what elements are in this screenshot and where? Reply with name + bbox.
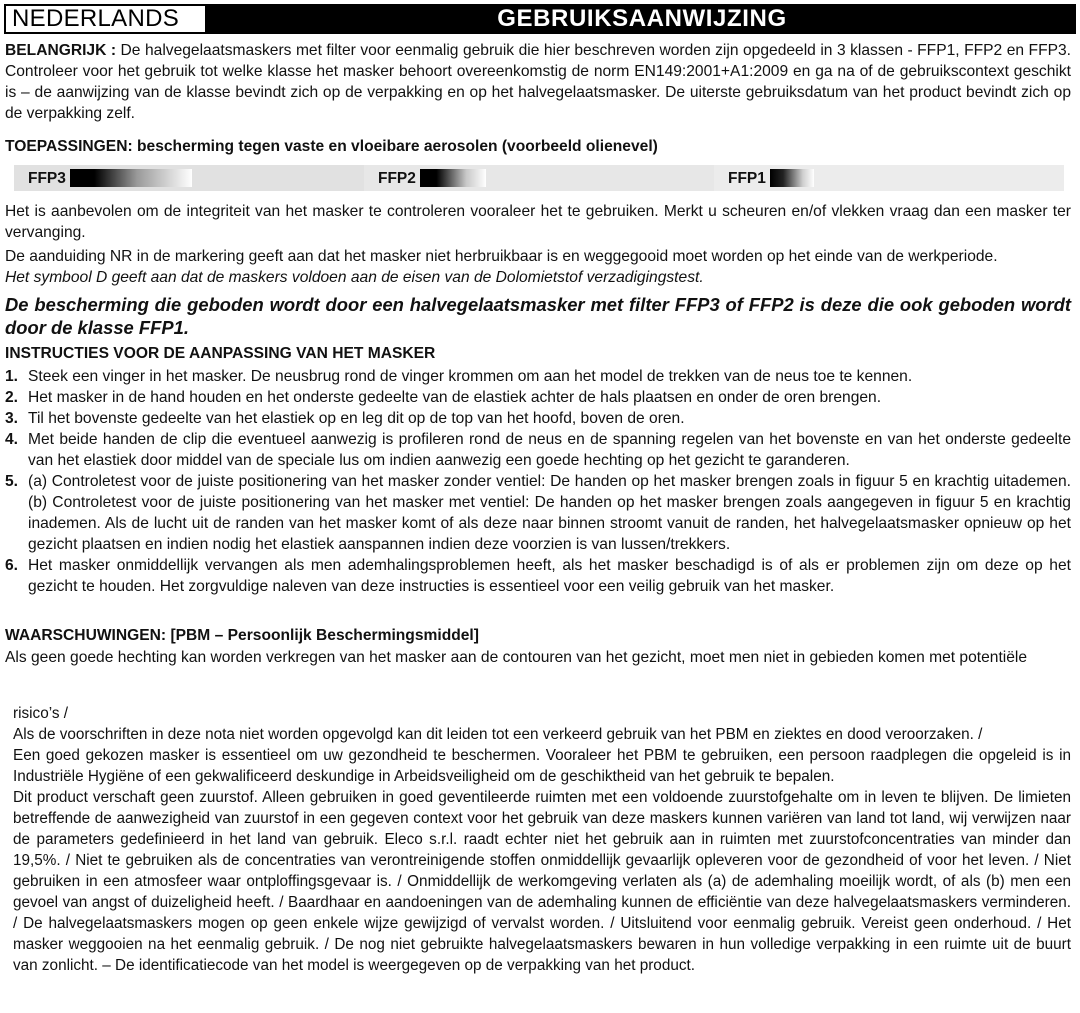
step-text: Met beide handen de clip die eventueel aanwezig is profileren rond de neus en de spanning regelen van het bovenste en van het onderste gedeelte van het elastiek door middel van de speciale lus om indien aanwezig een goede hechting op het gezicht te garanderen. bbox=[28, 431, 1071, 469]
warning-paragraph: Als de voorschriften in deze nota niet worden opgevolgd kan dit leiden tot een verkeerd gebruik van het PBM en ziektes en dood veroorzaken. / bbox=[13, 726, 983, 743]
step-text: Til het bovenste gedeelte van het elastiek op en leg dit op de top van het hoofd, boven de oren. bbox=[28, 410, 685, 427]
warnings-heading: WAARSCHUWINGEN: [PBM – Persoonlijk Beschermingsmiddel] bbox=[5, 627, 479, 644]
page-title: GEBRUIKSAANWIJZING bbox=[497, 5, 787, 32]
dolomite-note: Het symbool D geeft aan dat de maskers voldoen aan de eisen van de Dolomietstof verzadigingstest. bbox=[5, 269, 704, 286]
list-item bbox=[5, 366, 1071, 387]
class-cell-ffp3 bbox=[14, 165, 364, 191]
class-cell-ffp2 bbox=[364, 165, 714, 191]
step-number: 4. bbox=[5, 431, 19, 448]
warning-paragraph: Dit product verschaft geen zuurstof. Alleen gebruiken in goed geventileerde ruimten met een voldoende zuurstofgehalte om in leven te blijven. De limieten betreffende de aanwezigheid van zuurstof in een gegeven context voor het gebruik van deze maskers kunnen variëren van land tot land, wij verwijzen naar de parameters gedefinieerd in het land van gebruik. Eleco s.r.l. raadt echter niet het gebruik aan in ruimten met zuurstofconcentraties van minder dan 19,5%. / Niet te gebruiken als de concentraties van verontreinigende stoffen onmiddellijk gevaarlijk opleveren voor de gezondheid of voor het leven. / Niet gebruiken in een atmosfeer waar ontploffingsgevaar is. / Onmiddellijk de werkomgeving verlaten als (a) de ademhaling moeilijk wordt, of als (b) men een gevoel van angst of duizeligheid heeft. / Baardhaar en aandoeningen van de ademhaling kunnen de efficiëntie van deze halvegelaatsmaskers verminderen. / De halvegelaatsmaskers mogen op geen enkele wijze gewijzigd of vervalst worden. / Uitsluitend voor eenmalig gebruik. Vereist geen onderhoud. / Het masker weggooien na het eenmalig gebruik. / De nog niet gebruikte halvegelaatsmaskers bewaren in hun volledige verpakking in een ruimte uit de buurt van zonlicht. – De identificatiecode van het model is weergegeven op de verpakking van het product. bbox=[13, 789, 1071, 974]
list-item bbox=[5, 555, 1071, 597]
applications-line bbox=[5, 136, 1071, 157]
step-number: 2. bbox=[5, 389, 19, 406]
class-indicator-ffp1 bbox=[770, 169, 814, 187]
applications-label: TOEPASSINGEN: bbox=[5, 138, 133, 155]
step-number: 1. bbox=[5, 368, 19, 385]
class-cell-ffp1 bbox=[714, 165, 1064, 191]
nr-note: De aanduiding NR in de markering geeft aan dat het masker niet herbruikbaar is en weggegooid moet worden op het einde van de werkperiode. bbox=[5, 248, 998, 265]
class-indicator-ffp3 bbox=[70, 169, 192, 187]
step-text: Het masker onmiddellijk vervangen als men ademhalingsproblemen heeft, als het masker beschadigd is of als er problemen zijn om deze op het gezicht te houden. Het zorgvuldige naleven van deze instructies is essentieel voor een veilig gebruik van het masker. bbox=[28, 557, 1071, 595]
class-label-ffp1: FFP1 bbox=[728, 169, 766, 187]
class-bar bbox=[14, 165, 1064, 191]
warning-paragraph: Een goed gekozen masker is essentieel om uw gezondheid te beschermen. Vooraleer het PBM te gebruiken, een persoon raadplegen die opgeleid is in Industriële Hygiëne of een gekwalificeerd deskundige in Arbeidsveiligheid om de geschiktheid van het gebruik te bepalen. bbox=[13, 747, 1071, 785]
intro-paragraph bbox=[5, 40, 1071, 124]
step-number: 6. bbox=[5, 557, 19, 574]
step-text: (a) Controletest voor de juiste positionering van het masker zonder ventiel: De handen op het masker brengen zoals in figuur 5 en krachtig uitademen. (b) Controletest voor de juiste positionering van het masker met ventiel: De handen op het masker brengen zoals aangegeven in figuur 5 en krachtig inademen. Als de lucht uit de randen van het masker komt of als deze naar binnen stroomt vanuit de randen, het halvegelaatsmasker opnieuw op het gezicht plaatsen en indien nodig het elastiek aanspannen indien deze voorzien is van lussen/trekkers. bbox=[28, 473, 1071, 553]
list-item bbox=[5, 471, 1071, 555]
list-item bbox=[5, 429, 1071, 471]
intro-label: BELANGRIJK : bbox=[5, 42, 117, 59]
language-label: NEDERLANDS bbox=[4, 4, 208, 34]
step-text: Het masker in de hand houden en het onderste gedeelte van de elastiek achter de hals plaatsen en onder de oren brengen. bbox=[28, 389, 882, 406]
class-indicator-ffp2 bbox=[420, 169, 486, 187]
instructions-heading: INSTRUCTIES VOOR DE AANPASSING VAN HET MASKER bbox=[5, 345, 436, 362]
inspection-note: Het is aanbevolen om de integriteit van het masker te controleren vooraleer het te gebruiken. Merkt u scheuren en/of vlekken vraag dan een masker ter vervanging. bbox=[5, 203, 1071, 241]
class-label-ffp3: FFP3 bbox=[28, 169, 66, 187]
list-item bbox=[5, 408, 1071, 429]
step-text: Steek een vinger in het masker. De neusbrug rond de vinger krommen om aan het model de trekken van de neus toe te kennen. bbox=[28, 368, 913, 385]
warning-paragraph: risico’s / bbox=[13, 705, 68, 722]
warnings-continued bbox=[13, 703, 1071, 976]
class-label-ffp2: FFP2 bbox=[378, 169, 416, 187]
applications-text: bescherming tegen vaste en vloeibare aerosolen (voorbeeld olienevel) bbox=[132, 138, 658, 155]
protection-note: De bescherming die geboden wordt door een halvegelaatsmasker met filter FFP3 of FFP2 is deze die ook geboden wordt door de klasse FFP1. bbox=[5, 294, 1071, 338]
step-number: 5. bbox=[5, 473, 19, 490]
document-header bbox=[4, 4, 1076, 34]
warnings-first-line: Als geen goede hechting kan worden verkregen van het masker aan de contouren van het gezicht, moet men niet in gebieden komen met potentiële bbox=[5, 649, 1028, 666]
intro-text: De halvegelaatsmaskers met filter voor eenmalig gebruik die hier beschreven worden zijn opgedeeld in 3 klassen - FFP1, FFP2 en FFP3. Controleer voor het gebruik tot welke klasse het masker behoort overeenkomstig de norm EN149:2001+A1:2009 en ga na of de gebruikscontext geschikt is – de aanwijzing van de klasse bevindt zich op de verpakking en op het halvegelaatsmasker. De uiterste gebruiksdatum van het product bevindt zich op de verpakking zelf. bbox=[5, 42, 1071, 122]
step-number: 3. bbox=[5, 410, 19, 427]
instruction-list bbox=[5, 366, 1071, 597]
list-item bbox=[5, 387, 1071, 408]
